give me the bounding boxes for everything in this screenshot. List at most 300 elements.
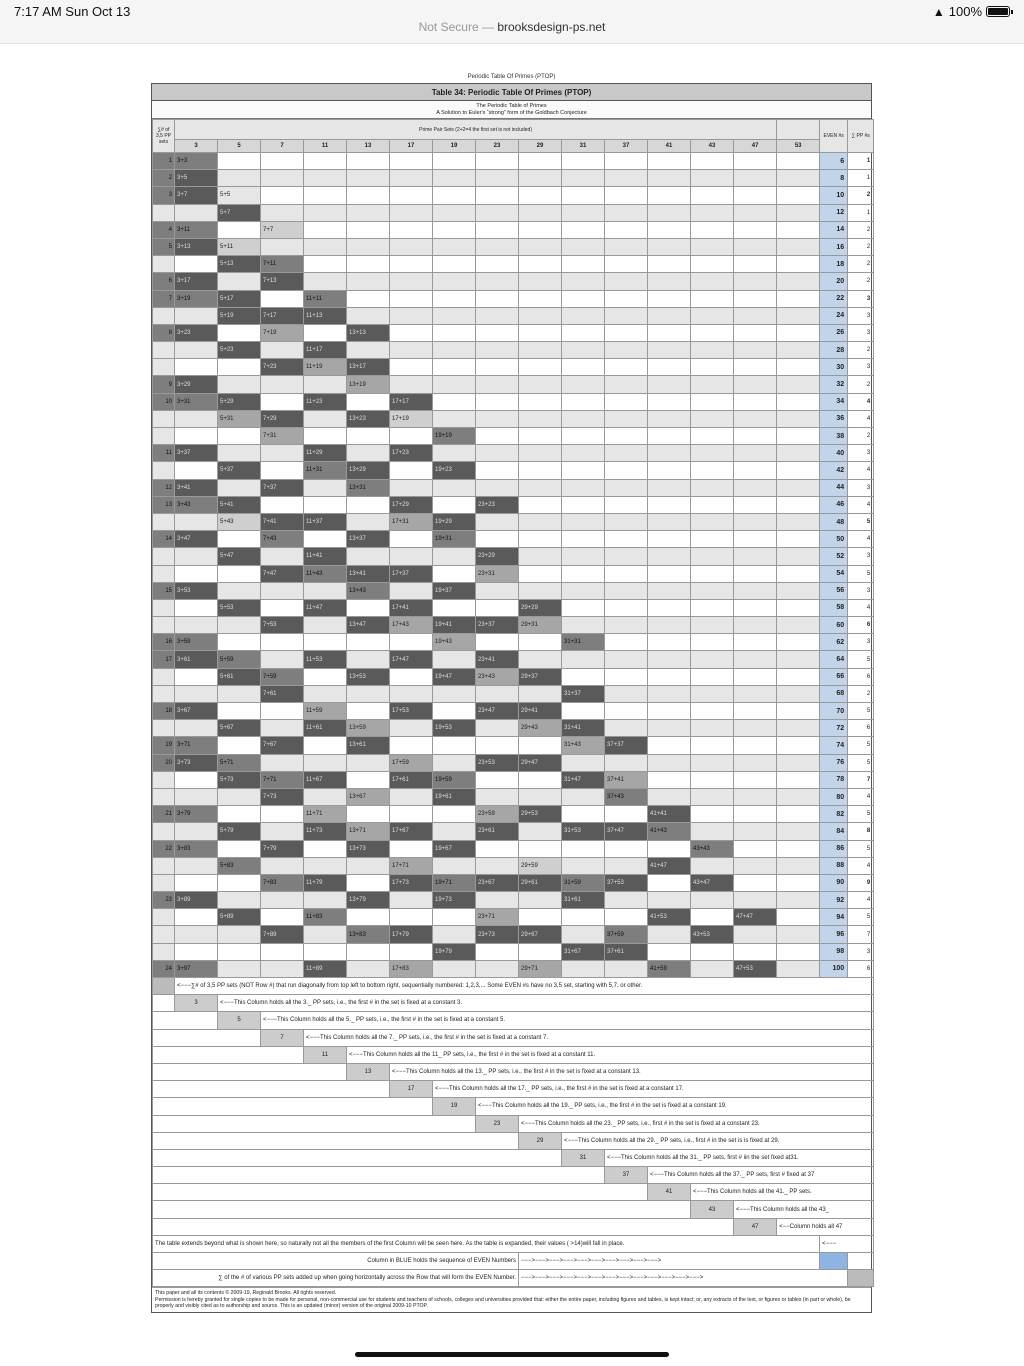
prime-pair-cell: 19+43	[433, 634, 476, 651]
prime-pair-cell: 43+47	[691, 874, 734, 891]
empty-cell	[261, 170, 304, 187]
empty-cell	[691, 806, 734, 823]
empty-cell	[777, 204, 820, 221]
pp-count: 3	[848, 445, 874, 462]
prime-pair-cell: 31+61	[562, 892, 605, 909]
empty-cell	[433, 273, 476, 290]
empty-cell	[605, 909, 648, 926]
empty-cell	[605, 462, 648, 479]
prime-pair-cell: 11+59	[304, 703, 347, 720]
prime-pair-cell: 31+47	[562, 771, 605, 788]
empty-cell	[519, 823, 562, 840]
empty-cell	[734, 256, 777, 273]
address-bar[interactable]	[0, 20, 1024, 34]
row-index	[153, 943, 175, 960]
empty-cell	[261, 462, 304, 479]
empty-cell	[562, 926, 605, 943]
table-row	[153, 324, 874, 341]
prime-pair-cell: 11+53	[304, 651, 347, 668]
empty-cell	[648, 187, 691, 204]
prime-pair-cell: 23+53	[476, 754, 519, 771]
empty-cell	[519, 943, 562, 960]
empty-cell	[175, 788, 218, 805]
empty-cell	[519, 462, 562, 479]
prime-pair-cell: 3+13	[175, 238, 218, 255]
table-row	[153, 874, 874, 891]
empty-cell	[218, 376, 261, 393]
row-index: 14	[153, 531, 175, 548]
empty-cell	[175, 685, 218, 702]
empty-cell	[734, 737, 777, 754]
empty-cell	[562, 462, 605, 479]
empty-cell	[218, 806, 261, 823]
empty-cell	[605, 565, 648, 582]
prime-pair-cell: 19+67	[433, 840, 476, 857]
even-number: 74	[820, 737, 848, 754]
empty-cell	[519, 324, 562, 341]
home-indicator[interactable]	[355, 1352, 669, 1357]
empty-cell	[734, 926, 777, 943]
prime-pair-cell: 7+13	[261, 273, 304, 290]
empty-cell	[777, 599, 820, 616]
row-blank	[153, 1081, 390, 1098]
empty-cell	[433, 909, 476, 926]
empty-cell	[734, 170, 777, 187]
empty-cell	[605, 428, 648, 445]
empty-cell	[648, 531, 691, 548]
empty-cell	[304, 256, 347, 273]
even-number: 64	[820, 651, 848, 668]
empty-cell	[648, 204, 691, 221]
pp-count: 2	[848, 342, 874, 359]
empty-cell	[648, 393, 691, 410]
header-prime-37: 37	[605, 140, 648, 153]
prime-pair-cell: 11+37	[304, 513, 347, 530]
empty-cell	[476, 170, 519, 187]
prime-pair-cell: 17+79	[390, 926, 433, 943]
pp-count: 6	[848, 960, 874, 977]
prime-pair-cell: 13+79	[347, 892, 390, 909]
prime-pair-cell: 17+47	[390, 651, 433, 668]
empty-cell	[261, 496, 304, 513]
even-number: 40	[820, 445, 848, 462]
even-number: 94	[820, 909, 848, 926]
empty-cell	[390, 238, 433, 255]
empty-cell	[261, 187, 304, 204]
permission-text: Permission is hereby granted for single copies to be made for personal, non-commercial use for students and teachers of schools, colleges and universities provided that: either the entire paper, including figures and tables, is kept intact; or, any extracts of the text, or figures or tables (in part or whole), be properly and visibly cited as to authorship and source. This is an updated (minor) version of the original 2009-10 PTOP.	[155, 1296, 851, 1310]
empty-cell	[519, 788, 562, 805]
prime-pair-cell: 3+31	[175, 393, 218, 410]
row-index: 19	[153, 737, 175, 754]
prime-pair-cell: 5+89	[218, 909, 261, 926]
empty-cell	[476, 513, 519, 530]
empty-cell	[648, 238, 691, 255]
even-number: 10	[820, 187, 848, 204]
status-time: 7:17 AM Sun Oct 13	[14, 4, 131, 19]
prime-pair-cell: 11+73	[304, 823, 347, 840]
empty-cell	[605, 479, 648, 496]
empty-cell	[175, 874, 218, 891]
battery-icon	[986, 6, 1010, 17]
table-row	[153, 651, 874, 668]
empty-cell	[648, 754, 691, 771]
row-index	[153, 307, 175, 324]
empty-cell	[261, 754, 304, 771]
empty-cell	[562, 513, 605, 530]
prime-pair-cell: 5+47	[218, 548, 261, 565]
empty-cell	[261, 806, 304, 823]
empty-cell	[304, 153, 347, 170]
empty-cell	[648, 359, 691, 376]
empty-cell	[734, 651, 777, 668]
column-label-13: 13	[347, 1063, 390, 1080]
prime-pair-cell: 3+41	[175, 479, 218, 496]
prime-pair-cell: 29+59	[519, 857, 562, 874]
even-number: 8	[820, 170, 848, 187]
empty-cell	[605, 840, 648, 857]
empty-cell	[648, 513, 691, 530]
prime-pair-cell: 17+71	[390, 857, 433, 874]
empty-cell	[390, 531, 433, 548]
prime-pair-cell: 19+23	[433, 462, 476, 479]
empty-cell	[476, 238, 519, 255]
prime-pair-cell: 29+71	[519, 960, 562, 977]
empty-cell	[605, 599, 648, 616]
empty-cell	[347, 651, 390, 668]
empty-cell	[390, 582, 433, 599]
prime-pair-cell: 3+73	[175, 754, 218, 771]
empty-cell	[562, 445, 605, 462]
empty-cell	[433, 290, 476, 307]
row-index	[153, 359, 175, 376]
header-blank-53	[777, 120, 820, 140]
row-index: 7	[153, 290, 175, 307]
empty-cell	[734, 359, 777, 376]
prime-pair-cell: 29+37	[519, 668, 562, 685]
page-title: Periodic Table Of Primes (PTOP)	[467, 74, 556, 80]
prime-pair-cell: 19+37	[433, 582, 476, 599]
empty-cell	[347, 857, 390, 874]
prime-pair-cell: 17+83	[390, 960, 433, 977]
empty-cell	[777, 960, 820, 977]
empty-cell	[605, 685, 648, 702]
empty-cell	[175, 428, 218, 445]
empty-cell	[648, 256, 691, 273]
sum-note-row	[153, 1270, 874, 1287]
empty-cell	[390, 634, 433, 651]
table-row	[153, 290, 874, 307]
prime-pair-cell: 3+7	[175, 187, 218, 204]
column-label-19: 19	[433, 1098, 476, 1115]
empty-cell	[390, 462, 433, 479]
prime-pair-cell: 5+41	[218, 496, 261, 513]
prime-pair-cell: 29+47	[519, 754, 562, 771]
empty-cell	[691, 221, 734, 238]
empty-cell	[304, 479, 347, 496]
row-index	[153, 428, 175, 445]
prime-pair-cell: 23+41	[476, 651, 519, 668]
empty-cell	[648, 634, 691, 651]
pp-count: 5	[848, 737, 874, 754]
table-row	[153, 548, 874, 565]
empty-cell	[691, 565, 734, 582]
empty-cell	[777, 857, 820, 874]
prime-pair-cell: 11+61	[304, 720, 347, 737]
empty-cell	[605, 187, 648, 204]
pp-count: 3	[848, 307, 874, 324]
empty-cell	[648, 565, 691, 582]
empty-cell	[777, 754, 820, 771]
header-prime-13: 13	[347, 140, 390, 153]
row-index: 3	[153, 187, 175, 204]
pp-count: 6	[848, 720, 874, 737]
row-index	[153, 857, 175, 874]
empty-cell	[175, 565, 218, 582]
empty-cell	[519, 238, 562, 255]
even-number: 38	[820, 428, 848, 445]
empty-cell	[390, 428, 433, 445]
row-index: 16	[153, 634, 175, 651]
even-number: 44	[820, 479, 848, 496]
extend-note-row	[153, 1235, 874, 1252]
empty-cell	[347, 170, 390, 187]
prime-pair-cell: 7+7	[261, 221, 304, 238]
table-row	[153, 170, 874, 187]
empty-cell	[691, 668, 734, 685]
empty-cell	[175, 909, 218, 926]
empty-cell	[605, 445, 648, 462]
prime-pair-cell: 19+41	[433, 617, 476, 634]
column-note: <−−−This Column holds all the 11_ PP sets, i.e., the first # in the set is fixed at a constant 11.	[347, 1046, 874, 1063]
pp-count: 4	[848, 599, 874, 616]
row-index: 18	[153, 703, 175, 720]
prime-pair-cell: 5+79	[218, 823, 261, 840]
empty-cell	[218, 737, 261, 754]
empty-cell	[648, 599, 691, 616]
empty-cell	[218, 479, 261, 496]
prime-pair-cell: 23+43	[476, 668, 519, 685]
prime-pair-cell: 5+17	[218, 290, 261, 307]
even-number: 60	[820, 617, 848, 634]
empty-cell	[433, 548, 476, 565]
empty-cell	[433, 221, 476, 238]
empty-cell	[777, 496, 820, 513]
row-index	[153, 565, 175, 582]
empty-cell	[476, 342, 519, 359]
even-number: 22	[820, 290, 848, 307]
pp-count: 3	[848, 290, 874, 307]
empty-cell	[390, 324, 433, 341]
empty-cell	[562, 187, 605, 204]
empty-cell	[390, 221, 433, 238]
prime-pair-cell: 47+47	[734, 909, 777, 926]
empty-cell	[691, 582, 734, 599]
empty-cell	[605, 153, 648, 170]
prime-pair-cell: 29+29	[519, 599, 562, 616]
column-note: <−−−This Column holds all the 17._ PP sets, i.e., the first # in the set is fixed at a constant 17.	[433, 1081, 874, 1098]
empty-cell	[175, 823, 218, 840]
empty-cell	[691, 359, 734, 376]
empty-cell	[691, 685, 734, 702]
row-blank	[153, 1012, 218, 1029]
table-row	[153, 342, 874, 359]
empty-cell	[519, 531, 562, 548]
column-note-row	[153, 1149, 874, 1166]
empty-cell	[777, 771, 820, 788]
url-domain: brooksdesign-ps.net	[497, 20, 606, 34]
empty-cell	[777, 393, 820, 410]
empty-cell	[261, 703, 304, 720]
empty-cell	[304, 685, 347, 702]
table-row	[153, 513, 874, 530]
empty-cell	[562, 324, 605, 341]
prime-pair-cell: 11+43	[304, 565, 347, 582]
even-number: 26	[820, 324, 848, 341]
empty-cell	[691, 462, 734, 479]
prime-pair-cell: 13+23	[347, 410, 390, 427]
header-prime-43: 43	[691, 140, 734, 153]
header-sum-sets: ∑# of 3,5 PP sets	[153, 120, 175, 153]
even-number: 48	[820, 513, 848, 530]
pp-count: 4	[848, 496, 874, 513]
prime-pair-cell: 17+61	[390, 771, 433, 788]
prime-pair-cell: 13+83	[347, 926, 390, 943]
empty-cell	[519, 393, 562, 410]
empty-cell	[390, 273, 433, 290]
empty-cell	[433, 359, 476, 376]
row-blank	[153, 1098, 433, 1115]
table-row	[153, 720, 874, 737]
empty-cell	[734, 187, 777, 204]
empty-cell	[734, 531, 777, 548]
column-note: <−−−This Column holds all the 13._ PP sets, i.e., the first # in the set is fixed at a constant 13.	[390, 1063, 874, 1080]
empty-cell	[476, 720, 519, 737]
prime-pair-cell: 41+59	[648, 960, 691, 977]
prime-pair-cell: 5+53	[218, 599, 261, 616]
empty-cell	[605, 307, 648, 324]
empty-cell	[433, 238, 476, 255]
empty-cell	[605, 170, 648, 187]
column-note: <−−−This Column holds all the 29._ PP sets, i.e., first # in the set is is fixed at 29.	[562, 1132, 874, 1149]
empty-cell	[433, 960, 476, 977]
prime-pair-cell: 19+61	[433, 788, 476, 805]
table-row	[153, 668, 874, 685]
pp-count: 6	[848, 617, 874, 634]
empty-cell	[261, 445, 304, 462]
prime-pair-cell: 3+67	[175, 703, 218, 720]
empty-cell	[734, 806, 777, 823]
header-prime-pair-sets: Prime Pair Sets (2+2=4 the first set is not included)	[175, 120, 777, 140]
empty-cell	[390, 788, 433, 805]
empty-cell	[605, 324, 648, 341]
empty-cell	[390, 187, 433, 204]
prime-pair-cell: 11+47	[304, 599, 347, 616]
prime-pair-cell: 19+53	[433, 720, 476, 737]
pp-count: 4	[848, 892, 874, 909]
pp-count: 2	[848, 376, 874, 393]
empty-cell	[347, 256, 390, 273]
empty-cell	[433, 823, 476, 840]
row-index: 22	[153, 840, 175, 857]
prime-pair-cell: 3+79	[175, 806, 218, 823]
empty-cell	[562, 960, 605, 977]
table-row	[153, 634, 874, 651]
empty-cell	[519, 428, 562, 445]
empty-cell	[691, 651, 734, 668]
even-number: 28	[820, 342, 848, 359]
empty-cell	[261, 342, 304, 359]
empty-cell	[734, 703, 777, 720]
empty-cell	[648, 410, 691, 427]
empty-cell	[175, 548, 218, 565]
empty-cell	[390, 685, 433, 702]
table-row	[153, 428, 874, 445]
empty-cell	[304, 531, 347, 548]
empty-cell	[218, 445, 261, 462]
empty-cell	[519, 513, 562, 530]
pp-count: 2	[848, 221, 874, 238]
empty-cell	[562, 548, 605, 565]
prime-pair-cell: 13+67	[347, 788, 390, 805]
empty-cell	[519, 582, 562, 599]
empty-cell	[691, 324, 734, 341]
prime-pair-cell: 11+79	[304, 874, 347, 891]
empty-cell	[304, 926, 347, 943]
header-prime-41: 41	[648, 140, 691, 153]
empty-cell	[476, 359, 519, 376]
table-row	[153, 737, 874, 754]
prime-pair-cell: 17+53	[390, 703, 433, 720]
empty-cell	[519, 651, 562, 668]
empty-cell	[691, 273, 734, 290]
row-index	[153, 874, 175, 891]
table-row	[153, 256, 874, 273]
empty-cell	[519, 359, 562, 376]
empty-cell	[648, 496, 691, 513]
empty-cell	[433, 324, 476, 341]
empty-cell	[777, 531, 820, 548]
empty-cell	[304, 943, 347, 960]
pp-count: 5	[848, 703, 874, 720]
empty-cell	[648, 479, 691, 496]
empty-cell	[734, 445, 777, 462]
table-row	[153, 599, 874, 616]
prime-pair-cell: 11+17	[304, 342, 347, 359]
row-index: 13	[153, 496, 175, 513]
empty-cell	[304, 204, 347, 221]
column-note: <−−−This Column holds all the 5._ PP sets, i.e., the first # in the set is fixed at a constant 5.	[261, 1012, 874, 1029]
pp-count: 2	[848, 273, 874, 290]
empty-cell	[562, 428, 605, 445]
even-number: 30	[820, 359, 848, 376]
empty-cell	[777, 324, 820, 341]
prime-pair-cell: 3+11	[175, 221, 218, 238]
empty-cell	[390, 548, 433, 565]
empty-cell	[562, 256, 605, 273]
pp-count: 5	[848, 565, 874, 582]
empty-cell	[433, 187, 476, 204]
prime-pair-cell: 13+53	[347, 668, 390, 685]
empty-cell	[691, 307, 734, 324]
empty-cell	[218, 685, 261, 702]
empty-cell	[390, 256, 433, 273]
empty-cell	[347, 496, 390, 513]
prime-pair-cell: 19+59	[433, 771, 476, 788]
empty-cell	[175, 307, 218, 324]
empty-cell	[648, 651, 691, 668]
empty-cell	[777, 926, 820, 943]
empty-cell	[691, 634, 734, 651]
